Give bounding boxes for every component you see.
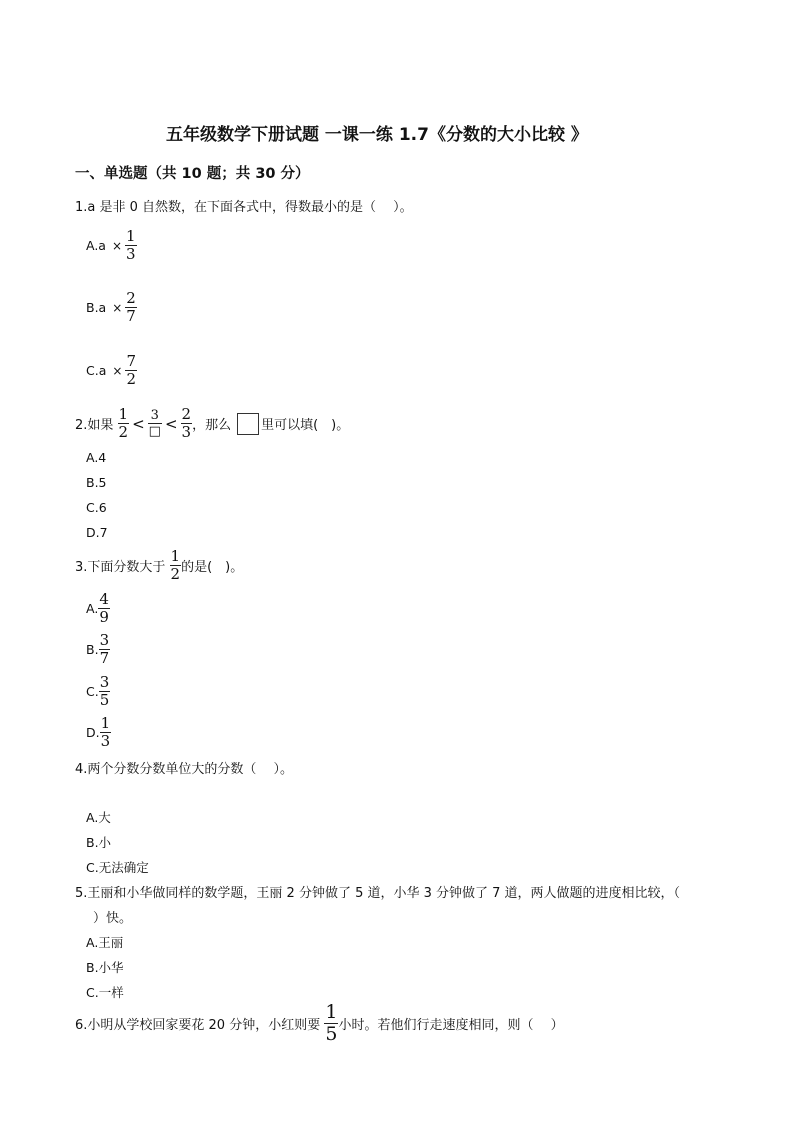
fraction-denominator: 5 xyxy=(99,691,110,709)
fraction-numerator: 2 xyxy=(181,405,192,423)
question-1-text: 1.a 是非 0 自然数，在下面各式中，得数最小的是（ ）。 xyxy=(75,200,413,215)
fraction-numerator: 7 xyxy=(126,352,136,370)
q2-option-a[interactable]: A.4 xyxy=(86,450,107,465)
q3-option-a[interactable] xyxy=(86,592,110,625)
less-than-sign: < xyxy=(164,414,178,433)
q1-option-c[interactable] xyxy=(86,354,137,387)
fraction-denominator: □ xyxy=(148,424,161,439)
q2-fraction-3 xyxy=(181,407,193,440)
fraction-denominator: 2 xyxy=(126,370,136,388)
q6-suffix: 小时。若他们行走速度相同，则（ ） xyxy=(338,1018,564,1033)
fraction-numerator: 3 xyxy=(99,673,110,691)
q2-option-b[interactable]: B.5 xyxy=(86,475,107,490)
q1-option-b-times: × xyxy=(112,300,123,315)
question-6-text xyxy=(75,1003,564,1044)
q1-option-a-fraction xyxy=(125,229,137,262)
q1-option-c-times: × xyxy=(112,363,123,378)
question-2-text xyxy=(75,407,349,440)
q3-prefix: 3.下面分数大于 xyxy=(75,560,166,575)
fraction-numerator: 1 xyxy=(170,547,181,565)
q1-option-b-fraction xyxy=(125,291,137,324)
question-3-text xyxy=(75,549,243,582)
q3-option-c-fraction xyxy=(99,675,111,708)
q3-option-b-prefix: B. xyxy=(86,642,99,657)
q2-fraction-2 xyxy=(148,409,162,438)
q5-option-a[interactable]: A.王丽 xyxy=(86,935,124,950)
q1-option-a-prefix: A.a xyxy=(86,238,106,253)
q3-option-d[interactable] xyxy=(86,716,111,749)
q2-option-d[interactable]: D.7 xyxy=(86,525,108,540)
fraction-denominator: 3 xyxy=(126,245,136,263)
q4-option-b[interactable]: B.小 xyxy=(86,835,112,850)
q3-option-a-prefix: A. xyxy=(86,601,99,616)
q4-option-a[interactable]: A.大 xyxy=(86,810,111,825)
fraction-denominator: 7 xyxy=(126,307,136,325)
fraction-denominator: 3 xyxy=(100,732,111,750)
question-5-text-line-1: 5.王丽和小华做同样的数学题，王丽 2 分钟做了 5 道，小华 3 分钟做了 7 道，两人做题的进度相比较，（ xyxy=(75,886,681,901)
fraction-numerator: 4 xyxy=(99,590,109,608)
q2-suffix: 里可以填( )。 xyxy=(261,418,350,433)
q3-fraction xyxy=(170,549,182,582)
q3-option-b-fraction xyxy=(99,633,111,666)
q6-prefix: 6.小明从学校回家要花 20 分钟，小红则要 xyxy=(75,1018,321,1033)
fraction-denominator: 3 xyxy=(181,423,192,441)
q1-option-a-times: × xyxy=(111,238,123,253)
q3-option-d-fraction xyxy=(100,716,112,749)
fraction-denominator: 9 xyxy=(99,608,109,626)
q3-option-c[interactable] xyxy=(86,675,110,708)
q3-option-c-prefix: C. xyxy=(86,684,99,699)
q2-fraction-1 xyxy=(118,407,130,440)
fraction-numerator: 1 xyxy=(325,1001,338,1023)
answer-blank-box[interactable] xyxy=(237,413,259,435)
page-title: 五年级数学下册试题 一课一练 1.7《分数的大小比较 》 xyxy=(166,125,588,145)
less-than-sign: < xyxy=(132,414,145,433)
fraction-denominator: 2 xyxy=(118,423,129,441)
fraction-numerator: 1 xyxy=(100,714,111,732)
fraction-denominator: 7 xyxy=(99,649,110,667)
q2-prefix: 2.如果 xyxy=(75,418,114,433)
q1-option-a[interactable] xyxy=(86,229,137,262)
question-4-text: 4.两个分数分数单位大的分数（ ）。 xyxy=(75,762,294,777)
fraction-numerator: 3 xyxy=(150,408,159,423)
q3-suffix: 的是( )。 xyxy=(181,560,244,575)
q1-option-b-prefix: B.a xyxy=(86,300,107,315)
section-header: 一、单选题（共 10 题；共 30 分） xyxy=(75,166,310,182)
q3-option-a-fraction xyxy=(98,592,110,625)
fraction-denominator: 5 xyxy=(325,1023,338,1045)
q1-option-c-fraction xyxy=(125,354,137,387)
q3-option-b[interactable] xyxy=(86,633,110,666)
fraction-denominator: 2 xyxy=(170,565,181,583)
q2-mid-text: ，那么 xyxy=(192,418,232,433)
fraction-numerator: 1 xyxy=(118,405,129,423)
q5-option-c[interactable]: C.一样 xyxy=(86,985,124,1000)
q2-option-c[interactable]: C.6 xyxy=(86,500,107,515)
fraction-numerator: 2 xyxy=(126,289,136,307)
q5-option-b[interactable]: B.小华 xyxy=(86,960,124,975)
q4-option-c[interactable]: C.无法确定 xyxy=(86,860,149,875)
q1-option-c-prefix: C.a xyxy=(86,363,107,378)
fraction-numerator: 3 xyxy=(99,631,110,649)
q3-option-d-prefix: D. xyxy=(86,725,100,740)
fraction-numerator: 1 xyxy=(126,227,136,245)
question-5-text-line-2: ）快。 xyxy=(80,911,133,926)
q1-option-b[interactable] xyxy=(86,291,137,324)
q6-fraction xyxy=(324,1003,338,1044)
